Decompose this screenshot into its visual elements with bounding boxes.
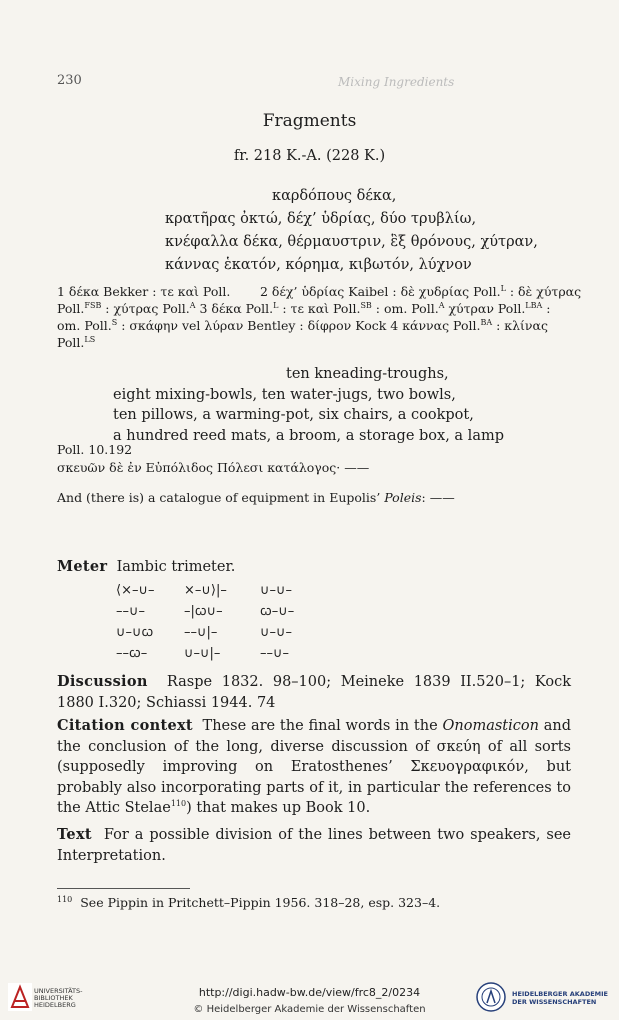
greek-line: κρατῆρας ὀκτώ, δέχ’ ὑδρίας, δύο τρυβλίω, (165, 211, 477, 227)
translation-line: ten pillows, a warming-pot, six chairs, a cookpot, (113, 407, 474, 423)
scansion (116, 580, 294, 664)
footnote-text: See Pippin in Pritchett–Pippin 1956. 318–28, esp. 323–4. (80, 895, 441, 910)
permalink-url[interactable]: http://digi.hadw-bw.de/view/frc8_2/0234 (198, 986, 421, 999)
citation-label: Citation context (57, 717, 193, 734)
translation-line: eight mixing-bowls, ten water-jugs, two bowls, (113, 386, 456, 403)
source-greek: σκευῶν δὲ ἐν Εὐπόλιδος Πόλεσι κατάλογος· —— (57, 460, 370, 475)
greek-line: καρδόπους δέκα, (272, 188, 397, 204)
text-body: For a possible division of the lines between two speakers, see Interpretation. (57, 827, 572, 864)
apparatus-line: Poll.$^{FSB}$ : χύτρας Poll.$^A$ 3 δέκα Poll.$^L$ : τε καὶ Poll.$^{SB}$ : om. Poll.$^A$ χύτραν Poll.$^{LBA}$ : (57, 300, 551, 316)
scansion-line: ⟨×–∪– ×–∪⟩|– ∪–∪– (116, 583, 293, 598)
footnote (57, 895, 440, 910)
scansion-line: ––∪– –|ꞷ∪– ꞷ–∪– (116, 604, 295, 619)
academy-seal-icon (476, 982, 506, 1012)
footnote-rule (57, 888, 190, 889)
translation-line: a hundred reed mats, a broom, a storage box, a lamp (113, 427, 504, 444)
meter-label: Meter (57, 558, 108, 575)
greek-line: κάννας ἑκατόν, κόρημα, κιβωτόν, λύχνον (165, 257, 472, 273)
fragment-label: fr. 218 K.-A. (228 K.) (233, 148, 386, 164)
discussion-text: Raspe 1832. 98–100; Meineke 1839 II.520–1; Kock 1880 I.320; Schiassi 1944. 74 (57, 674, 572, 711)
scansion-line: ––ꞷ– ∪–∪|– ––∪– (116, 646, 290, 661)
greek-line: κνέφαλλα δέκα, θέρμαυστριν, ἓξ θρόνους, χύτραν, (165, 234, 538, 250)
source-translation: And (there is) a catalogue of equipment in Eupolis’ Poleis: —— (57, 490, 455, 505)
section-title: Fragments (262, 111, 357, 131)
discussion-paragraph (57, 672, 571, 713)
discussion-label: Discussion (57, 673, 148, 690)
text-label: Text (57, 826, 92, 843)
footnote-number: 110 (57, 894, 73, 904)
academy-name: HEIDELBERGER AKADEMIE DER WISSENSCHAFTEN (512, 990, 608, 1006)
source-block (57, 441, 455, 507)
page-number: 230 (57, 73, 82, 88)
greek-text (165, 185, 538, 277)
scansion-line: ∪–∪ꞷ ––∪|– ∪–∪– (116, 625, 293, 640)
copyright-notice: © Heidelberger Akademie der Wissenschaften (193, 1004, 426, 1015)
work-title: Poleis (384, 490, 422, 505)
critical-apparatus (57, 283, 582, 351)
apparatus-line: om. Poll.$^S$ : σκάφην vel λύραν Bentley : δίφρον Kock 4 κάννας Poll.$^{BA}$ : κλίνας (57, 317, 548, 333)
apparatus-line: Poll.$^{LS}$ (57, 334, 96, 350)
source-ref: Poll. 10.192 (57, 442, 133, 457)
meter-heading (57, 558, 235, 575)
english-translation (113, 364, 504, 446)
translation-line: ten kneading-troughs, (286, 366, 449, 382)
text-paragraph (57, 825, 571, 866)
meter-text: Iambic trimeter. (116, 559, 236, 575)
work-title: Onomasticon (442, 718, 539, 734)
university-library-name: UNIVERSITÄTS- BIBLIOTHEK HEIDELBERG (34, 987, 83, 1009)
footnote-marker[interactable]: 110 (170, 799, 187, 809)
apparatus-line: 1 δέκα Bekker : τε καὶ Poll. 2 δέχ’ ὑδρίας Kaibel : δὲ χυδρίας Poll.$^L$ : δὲ χύτρας (57, 283, 582, 299)
citation-paragraph: Citation context These are the final words in the Onomasticon and the conclusion of the long, diverse discussion of σκεύη of all sorts (supposedly improving on Eratosthenes’ Σκευογραφικόν, but probably also incorporating parts of it, in particular the references to the Attic Stelae$^{110}$) that makes up Book 10. (57, 717, 572, 816)
running-head: Mixing Ingredients (338, 75, 455, 89)
